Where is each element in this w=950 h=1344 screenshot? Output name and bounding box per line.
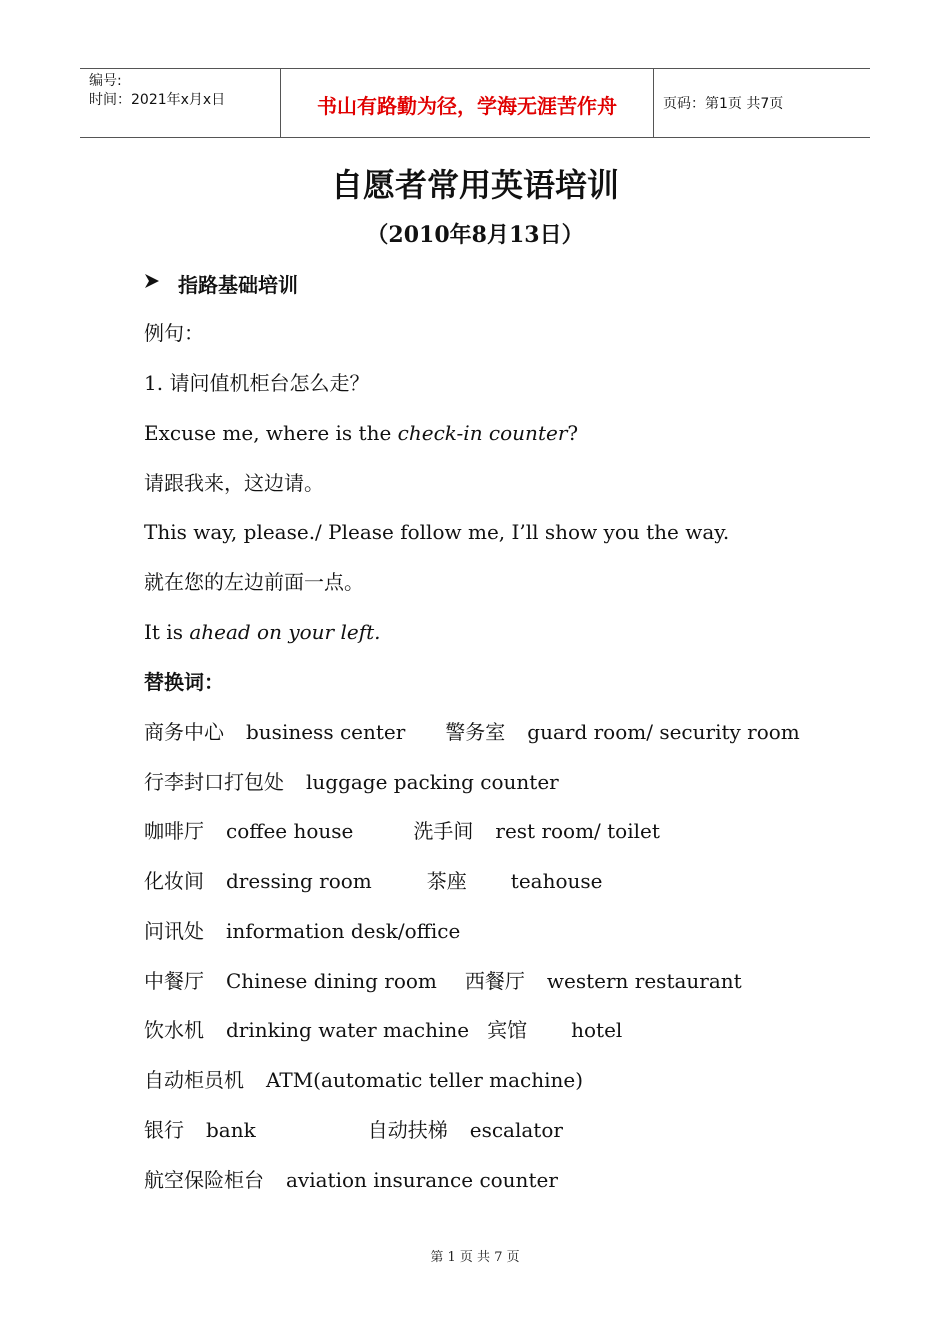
vocab-row <box>144 968 742 994</box>
vocab-row <box>144 818 660 844</box>
example-zh3: 就在您的左边前面一点。 <box>144 570 364 594</box>
page-header <box>80 68 870 138</box>
vocab-zh: 化妆间 <box>144 869 204 893</box>
header-motto: 书山有路勤为径，学海无涯苦作舟 <box>281 69 654 137</box>
vocab-en: luggage packing counter <box>306 770 559 794</box>
section-heading <box>144 269 298 298</box>
vocab-zh: 行李封口打包处 <box>144 770 284 794</box>
vocab-zh: 航空保险柜台 <box>144 1168 264 1192</box>
vocab-en: dressing room <box>226 869 372 893</box>
section-heading-text: 指路基础培训 <box>178 273 298 297</box>
example-zh2: 请跟我来，这边请。 <box>144 471 324 495</box>
example-en1 <box>144 420 578 446</box>
example-q1: 1. 请问值机柜台怎么走？ <box>144 371 370 395</box>
page-footer: 第 1 页 共 7 页 <box>430 1250 520 1265</box>
example-en1-em: check-in counter <box>397 421 568 445</box>
vocab-zh: 商务中心 <box>144 720 224 744</box>
example-en3 <box>144 619 380 645</box>
vocab-zh: 茶座 <box>426 869 467 893</box>
vocab-zh: 自动扶梯 <box>367 1118 448 1142</box>
example-en2: This way, please./ Please follow me, I’ll show you the way. <box>144 520 730 544</box>
vocab-en: aviation insurance counter <box>286 1168 558 1192</box>
vocab-en: Chinese dining room <box>226 969 437 993</box>
vocab-en: ATM(automatic teller machine) <box>266 1068 584 1092</box>
document-title: 自愿者常用英语培训 <box>330 166 619 204</box>
vocab-row <box>144 868 602 894</box>
vocab-zh: 自动柜员机 <box>144 1068 244 1092</box>
header-page-info: 页码：第1页 共7页 <box>663 96 784 112</box>
vocab-row <box>144 769 559 795</box>
vocab-en: western restaurant <box>546 969 742 993</box>
vocab-zh: 洗手间 <box>413 819 474 843</box>
vocab-en: guard room/ security room <box>527 720 800 744</box>
vocab-en: escalator <box>469 1118 563 1142</box>
vocab-zh: 宾馆 <box>487 1018 528 1042</box>
vocab-zh: 中餐厅 <box>144 969 204 993</box>
vocab-en: coffee house <box>226 819 354 843</box>
vocab-zh: 问讯处 <box>144 919 204 943</box>
example-en1-post: ? <box>567 421 579 445</box>
vocab-en: information desk/office <box>226 919 461 943</box>
vocab-row <box>144 1167 558 1193</box>
vocab-zh: 饮水机 <box>144 1018 204 1042</box>
vocab-row <box>144 1117 563 1143</box>
document-date: （2010年8月13日） <box>366 222 584 248</box>
number-label: 编号: <box>89 73 122 89</box>
example-en3-em: ahead on your left. <box>189 620 381 644</box>
vocab-en: hotel <box>571 1018 623 1042</box>
vocab-zh: 警务室 <box>445 720 506 744</box>
vocab-en: bank <box>206 1118 256 1142</box>
vocab-zh: 西餐厅 <box>464 969 525 993</box>
vocab-en: business center <box>246 720 406 744</box>
replacements-label: 替换词： <box>144 670 224 694</box>
vocab-en: teahouse <box>510 869 603 893</box>
vocab-en: drinking water machine <box>226 1018 470 1042</box>
vocab-row <box>144 1017 622 1043</box>
time-label: 时间：2021年x月x日 <box>89 92 226 108</box>
vocab-zh: 咖啡厅 <box>144 819 204 843</box>
vocab-row <box>144 1067 583 1093</box>
vocab-row <box>144 918 460 944</box>
header-meta <box>80 69 281 137</box>
vocab-row <box>144 719 800 745</box>
vocab-zh: 银行 <box>144 1118 184 1142</box>
examples-label: 例句： <box>144 321 204 345</box>
arrowhead-right-icon <box>144 273 178 294</box>
example-en3-pre: It is <box>144 620 190 644</box>
example-en1-pre: Excuse me, where is the <box>144 421 398 445</box>
vocab-en: rest room/ toilet <box>495 819 660 843</box>
